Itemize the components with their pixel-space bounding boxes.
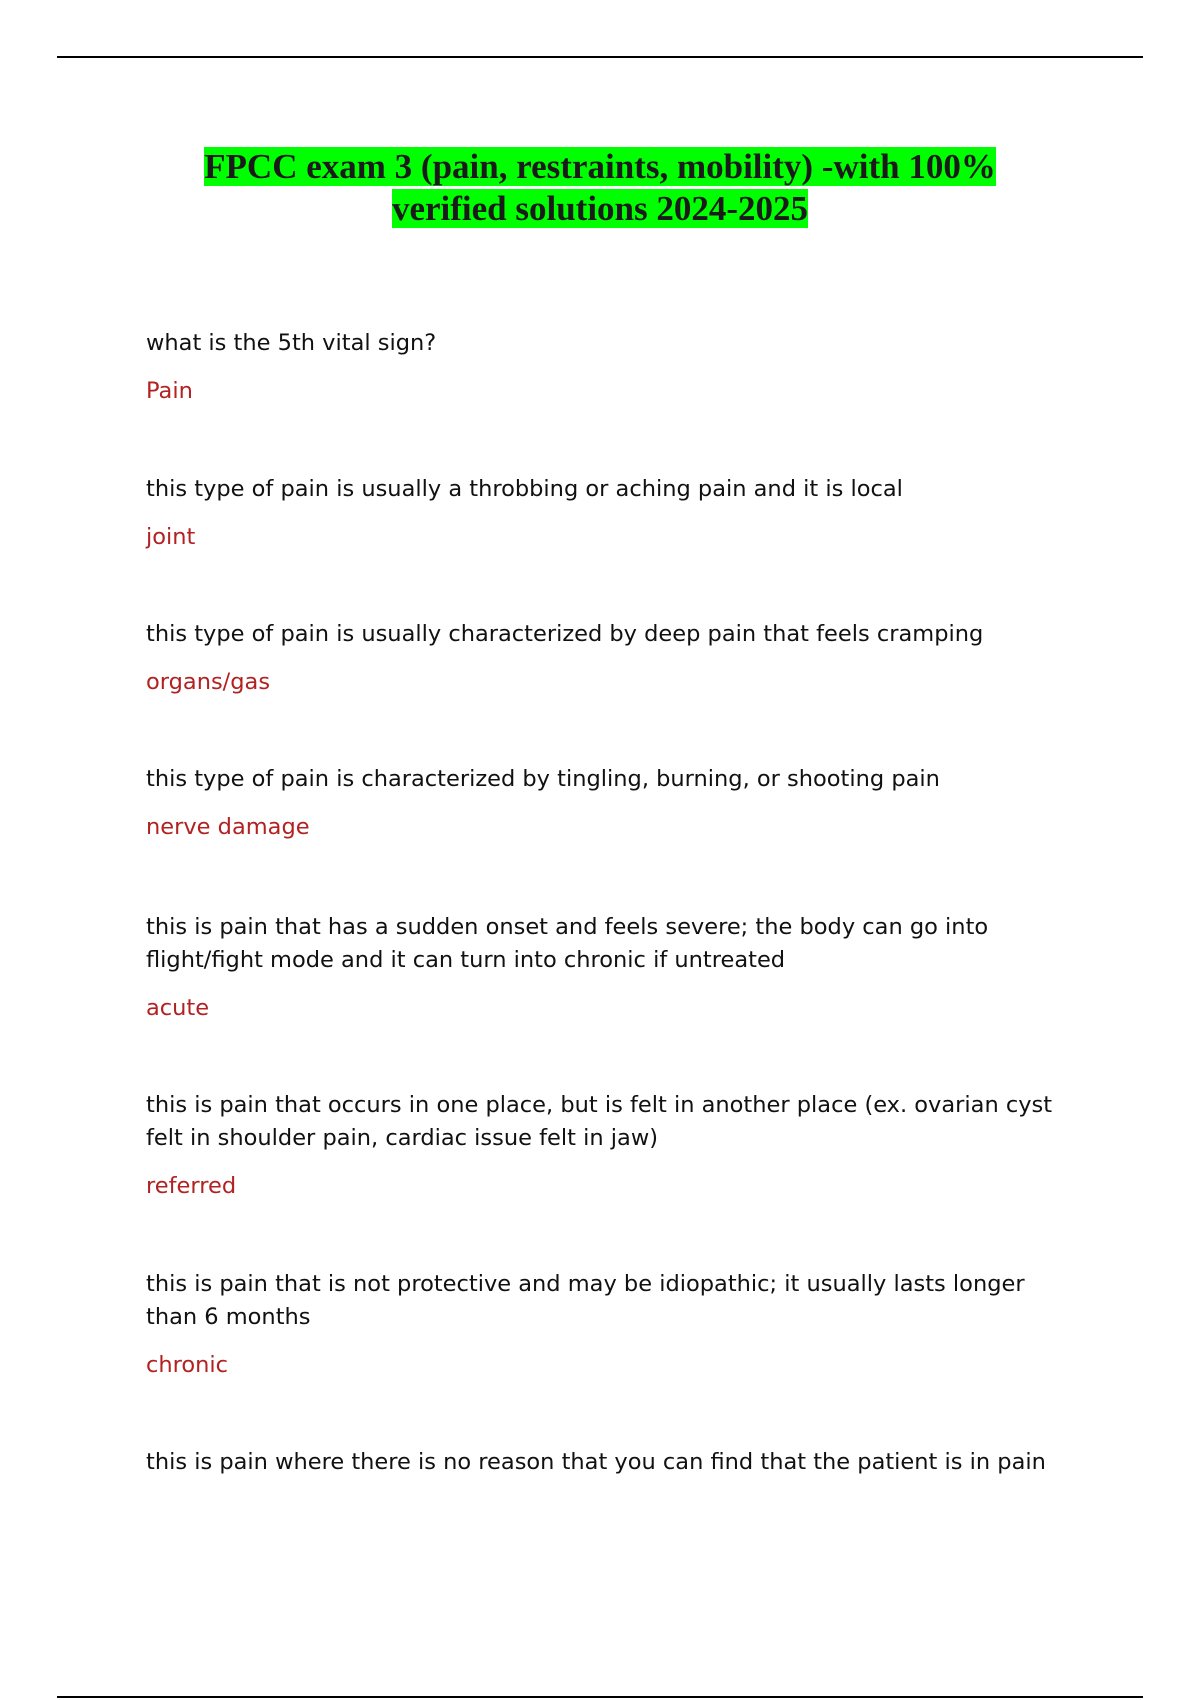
qa-item <box>146 327 1076 408</box>
question-text: this type of pain is usually a throbbing or aching pain and it is local <box>146 476 903 502</box>
answer-text: chronic <box>146 1352 229 1378</box>
page-title <box>100 146 1100 230</box>
answer-text: referred <box>146 1173 237 1199</box>
question-text: this type of pain is usually characterized by deep pain that feels cramping <box>146 621 984 647</box>
bottom-divider <box>57 1696 1143 1698</box>
question-text: this is pain that is not protective and may be idiopathic; it usually lasts longer than 6 months <box>146 1271 1025 1330</box>
qa-item <box>146 618 1076 699</box>
title-line-1: FPCC exam 3 (pain, restraints, mobility) -with 100% <box>204 147 996 186</box>
qa-item <box>146 1089 1076 1203</box>
qa-item <box>146 763 1076 844</box>
answer-text: acute <box>146 995 210 1021</box>
question-text: what is the 5th vital sign? <box>146 330 437 356</box>
qa-item <box>146 911 1076 1025</box>
qa-item <box>146 1446 1076 1479</box>
answer-text: organs/gas <box>146 669 271 695</box>
answer-text: nerve damage <box>146 814 310 840</box>
qa-item <box>146 473 1076 554</box>
title-line-2: verified solutions 2024-2025 <box>391 189 809 228</box>
top-divider <box>57 56 1143 58</box>
qa-item <box>146 1268 1076 1382</box>
answer-text: joint <box>146 524 196 550</box>
question-text: this type of pain is characterized by tingling, burning, or shooting pain <box>146 766 940 792</box>
question-text: this is pain that occurs in one place, but is felt in another place (ex. ovarian cyst felt in shoulder pain, cardiac issue felt in jaw) <box>146 1092 1053 1151</box>
answer-text: Pain <box>146 378 193 404</box>
question-text: this is pain where there is no reason that you can find that the patient is in pain <box>146 1449 1046 1475</box>
question-text: this is pain that has a sudden onset and feels severe; the body can go into flight/fight mode and it can turn into chronic if untreated <box>146 914 989 973</box>
